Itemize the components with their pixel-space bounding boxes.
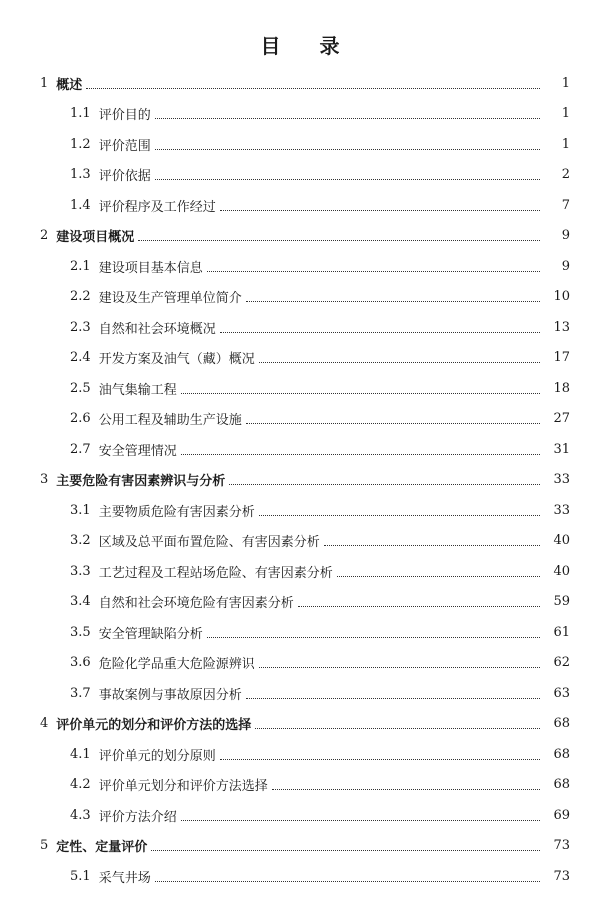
toc-section-entry[interactable]	[0, 129, 600, 160]
toc-section-entry[interactable]	[0, 373, 600, 404]
toc-page-number: 62	[553, 655, 570, 671]
toc-entry-number: 2.3	[70, 319, 91, 335]
toc-page-number: 33	[553, 472, 570, 488]
toc-entry-label: 建设及生产管理单位简介	[98, 291, 242, 307]
toc-entry-number: 1.2	[70, 136, 91, 152]
toc-entry-label: 事故案例与事故原因分析	[98, 687, 242, 703]
toc-section-entry[interactable]	[0, 800, 600, 831]
toc-entry-label: 危险化学品重大危险源辨识	[98, 657, 255, 673]
toc-section-entry[interactable]	[0, 495, 600, 526]
toc-entry-number: 2.7	[70, 441, 91, 457]
toc-section-entry[interactable]	[0, 404, 600, 435]
toc-entry-label: 安全管理情况	[98, 443, 177, 459]
toc-entry-number: 1.1	[70, 106, 91, 122]
toc-section-entry[interactable]	[0, 587, 600, 618]
toc-entry-number: 3.6	[70, 655, 91, 671]
toc-section-entry[interactable]	[0, 861, 600, 892]
toc-section-entry[interactable]	[0, 251, 600, 282]
toc-page-number: 68	[553, 746, 570, 762]
toc-section-entry[interactable]	[0, 160, 600, 191]
toc-chapter-entry[interactable]	[0, 221, 600, 252]
toc-leader-dots	[86, 88, 540, 89]
toc-page-number: 61	[553, 624, 570, 640]
toc-entry-label: 评价方法介绍	[98, 809, 177, 825]
toc-leader-dots	[151, 850, 540, 851]
toc-page-number: 73	[553, 868, 570, 884]
toc-entry-label: 评价单元划分和评价方法选择	[98, 779, 268, 795]
toc-leader-dots	[298, 606, 540, 607]
toc-entry-label: 自然和社会环境概况	[98, 321, 216, 337]
toc-section-entry[interactable]	[0, 617, 600, 648]
toc-page-number: 1	[561, 106, 570, 122]
toc-leader-dots	[155, 118, 540, 119]
toc-leader-dots	[181, 393, 540, 394]
toc-chapter-entry[interactable]	[0, 831, 600, 862]
toc-entry-number: 2.5	[70, 380, 91, 396]
toc-entry-label: 区域及总平面布置危险、有害因素分析	[98, 535, 320, 551]
toc-leader-dots	[155, 881, 540, 882]
toc-entry-number: 4.3	[70, 807, 91, 823]
toc-entry-label: 建设项目概况	[56, 230, 135, 246]
toc-page-number: 1	[561, 136, 570, 152]
toc-page-number: 40	[553, 563, 570, 579]
toc-chapter-entry[interactable]	[0, 465, 600, 496]
toc-page-number: 59	[553, 594, 570, 610]
toc-section-entry[interactable]	[0, 678, 600, 709]
toc-entry-label: 建设项目基本信息	[98, 260, 203, 276]
toc-page-number: 27	[553, 411, 570, 427]
toc-entry-number: 3.7	[70, 685, 91, 701]
toc-entry-number: 5	[40, 838, 49, 854]
toc-section-entry[interactable]	[0, 282, 600, 313]
page-title: 目 录	[260, 34, 356, 58]
toc-page-number: 63	[553, 685, 570, 701]
toc-leader-dots	[181, 454, 540, 455]
toc-page-number: 40	[553, 533, 570, 549]
toc-page-number: 17	[553, 350, 570, 366]
toc-entry-number: 2.4	[70, 350, 91, 366]
toc-leader-dots	[207, 271, 540, 272]
toc-entry-label: 自然和社会环境危险有害因素分析	[98, 596, 294, 612]
toc-page-number: 68	[553, 716, 570, 732]
toc-entry-label: 主要物质危险有害因素分析	[98, 504, 255, 520]
toc-entry-number: 3.4	[70, 594, 91, 610]
toc-entry-number: 3.2	[70, 533, 91, 549]
toc-entry-number: 2	[40, 228, 49, 244]
toc-leader-dots	[259, 667, 540, 668]
toc-leader-dots	[220, 332, 540, 333]
toc-entry-number: 2.1	[70, 258, 91, 274]
toc-page-number: 18	[553, 380, 570, 396]
toc-entry-label: 油气集输工程	[98, 382, 177, 398]
toc-leader-dots	[220, 759, 540, 760]
toc-page-number: 9	[561, 228, 570, 244]
toc-entry-label: 采气井场	[98, 870, 151, 886]
toc-section-entry[interactable]	[0, 190, 600, 221]
toc-page-number: 33	[553, 502, 570, 518]
toc-section-entry[interactable]	[0, 312, 600, 343]
table-of-contents	[0, 68, 600, 892]
toc-entry-label: 评价程序及工作经过	[98, 199, 216, 215]
toc-section-entry[interactable]	[0, 739, 600, 770]
toc-leader-dots	[324, 545, 540, 546]
toc-section-entry[interactable]	[0, 343, 600, 374]
toc-page-number: 7	[561, 197, 570, 213]
toc-leader-dots	[246, 698, 540, 699]
toc-leader-dots	[138, 240, 540, 241]
toc-leader-dots	[229, 484, 540, 485]
toc-entry-number: 3.1	[70, 502, 91, 518]
toc-entry-number: 3.5	[70, 624, 91, 640]
toc-leader-dots	[155, 149, 540, 150]
toc-page-number: 1	[561, 75, 570, 91]
toc-entry-number: 4.2	[70, 777, 91, 793]
toc-page-number: 69	[553, 807, 570, 823]
toc-leader-dots	[220, 210, 540, 211]
toc-entry-label: 评价单元的划分原则	[98, 748, 216, 764]
toc-entry-number: 5.1	[70, 868, 91, 884]
toc-entry-number: 1.3	[70, 167, 91, 183]
toc-entry-number: 3.3	[70, 563, 91, 579]
toc-entry-number: 1	[40, 75, 49, 91]
toc-page-number: 13	[553, 319, 570, 335]
toc-leader-dots	[259, 515, 540, 516]
toc-entry-number: 3	[40, 472, 49, 488]
toc-entry-number: 4.1	[70, 746, 91, 762]
toc-leader-dots	[246, 423, 540, 424]
toc-entry-label: 工艺过程及工程站场危险、有害因素分析	[98, 565, 333, 581]
toc-leader-dots	[272, 789, 540, 790]
toc-entry-label: 评价目的	[98, 108, 151, 124]
toc-entry-label: 评价依据	[98, 169, 151, 185]
toc-leader-dots	[255, 728, 540, 729]
toc-page-number: 9	[561, 258, 570, 274]
toc-entry-label: 安全管理缺陷分析	[98, 626, 203, 642]
toc-entry-label: 概述	[56, 77, 83, 93]
toc-entry-number: 2.2	[70, 289, 91, 305]
toc-leader-dots	[155, 179, 540, 180]
toc-leader-dots	[259, 362, 540, 363]
toc-section-entry[interactable]	[0, 648, 600, 679]
toc-leader-dots	[181, 820, 540, 821]
toc-page-number: 10	[553, 289, 570, 305]
toc-section-entry[interactable]	[0, 556, 600, 587]
toc-page-number: 2	[561, 167, 570, 183]
toc-page-number: 73	[553, 838, 570, 854]
toc-leader-dots	[207, 637, 540, 638]
toc-section-entry[interactable]	[0, 770, 600, 801]
toc-chapter-entry[interactable]	[0, 68, 600, 99]
toc-chapter-entry[interactable]	[0, 709, 600, 740]
toc-entry-number: 2.6	[70, 411, 91, 427]
toc-entry-label: 定性、定量评价	[56, 840, 148, 856]
toc-section-entry[interactable]	[0, 434, 600, 465]
toc-leader-dots	[246, 301, 540, 302]
toc-entry-label: 评价范围	[98, 138, 151, 154]
toc-section-entry[interactable]	[0, 526, 600, 557]
toc-leader-dots	[337, 576, 540, 577]
toc-page-number: 31	[553, 441, 570, 457]
toc-section-entry[interactable]	[0, 99, 600, 130]
toc-entry-number: 4	[40, 716, 49, 732]
toc-entry-label: 开发方案及油气（藏）概况	[98, 352, 255, 368]
toc-page-number: 68	[553, 777, 570, 793]
toc-entry-label: 公用工程及辅助生产设施	[98, 413, 242, 429]
toc-entry-label: 主要危险有害因素辨识与分析	[56, 474, 226, 490]
toc-entry-number: 1.4	[70, 197, 91, 213]
toc-entry-label: 评价单元的划分和评价方法的选择	[56, 718, 252, 734]
